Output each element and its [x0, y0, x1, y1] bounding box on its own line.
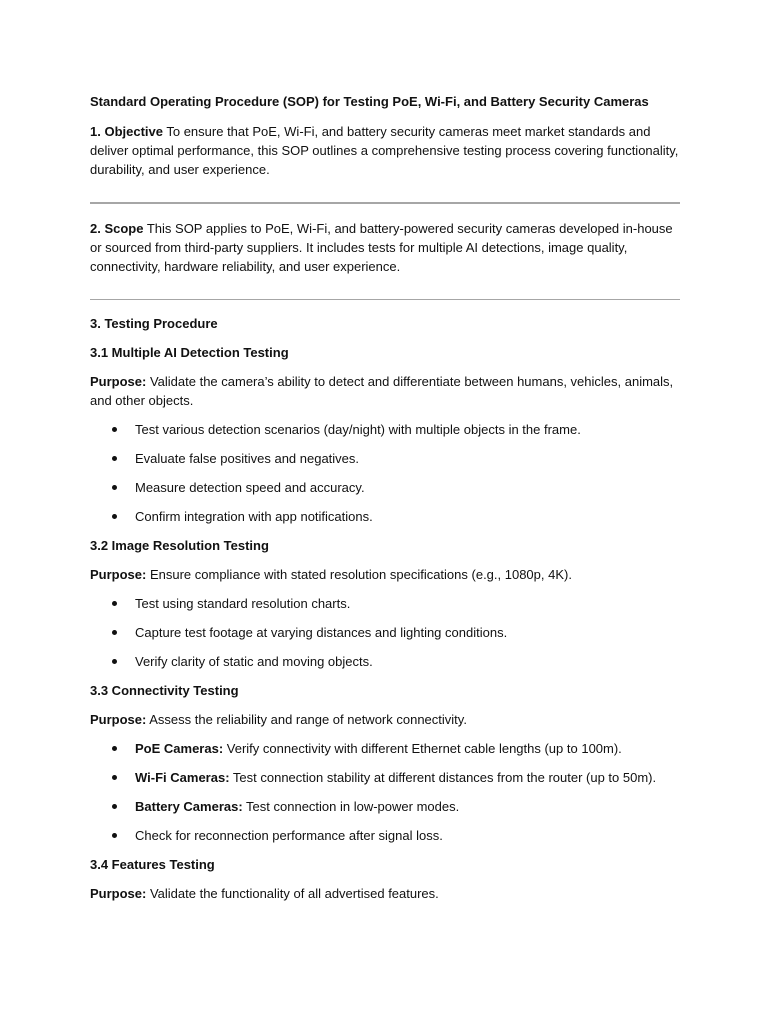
bullet-list [90, 594, 680, 671]
purpose-text: Validate the functionality of all advertised features. [146, 886, 439, 901]
bullet-text: Measure detection speed and accuracy. [135, 480, 365, 495]
document-title: Standard Operating Procedure (SOP) for Testing PoE, Wi-Fi, and Battery Security Cameras [90, 94, 649, 109]
scope-text: This SOP applies to PoE, Wi-Fi, and battery-powered security cameras developed in-house or sourced from third-party suppliers. It includes tests for multiple AI detections, image quality, connectivity, hardware reliability, and user experience. [90, 221, 673, 274]
section-heading: 3.4 Features Testing [90, 857, 215, 872]
bullet-icon [112, 456, 117, 461]
bullet-text: Test connection in low-power modes. [242, 799, 460, 814]
list-item [90, 623, 680, 642]
list-item [90, 739, 680, 758]
bullet-text: Check for reconnection performance after signal loss. [135, 828, 443, 843]
bullet-text: Test using standard resolution charts. [135, 596, 351, 611]
list-item [90, 797, 680, 816]
bullet-text: Confirm integration with app notifications. [135, 509, 373, 524]
purpose-label: Purpose: [90, 374, 147, 389]
list-item [90, 652, 680, 671]
section-heading: 3.1 Multiple AI Detection Testing [90, 345, 289, 360]
bullet-text: Test connection stability at different distances from the router (up to 50m). [229, 770, 657, 785]
section-heading: 3.3 Connectivity Testing [90, 683, 239, 698]
list-item [90, 478, 680, 497]
scope-label: 2. Scope [90, 221, 144, 236]
purpose-label: Purpose: [90, 886, 147, 901]
purpose-label: Purpose: [90, 567, 147, 582]
scope-paragraph [90, 219, 680, 276]
section [90, 681, 680, 845]
horizontal-divider [90, 202, 680, 204]
bullet-label: Battery Cameras: [135, 799, 243, 814]
list-item [90, 826, 680, 845]
bullet-label: PoE Cameras: [135, 741, 224, 756]
list-item [90, 420, 680, 439]
purpose-label: Purpose: [90, 712, 147, 727]
objective-label: 1. Objective [90, 124, 163, 139]
testing-sections [90, 343, 680, 903]
bullet-text: Verify clarity of static and moving objects. [135, 654, 373, 669]
bullet-text: Verify connectivity with different Ethernet cable lengths (up to 100m). [223, 741, 622, 756]
bullet-label: Wi-Fi Cameras: [135, 770, 230, 785]
section-heading: 3.2 Image Resolution Testing [90, 538, 269, 553]
bullet-icon [112, 659, 117, 664]
section [90, 343, 680, 526]
bullet-icon [112, 804, 117, 809]
bullet-icon [112, 775, 117, 780]
section [90, 536, 680, 671]
testing-procedure-heading: 3. Testing Procedure [90, 316, 218, 331]
bullet-icon [112, 833, 117, 838]
bullet-icon [112, 601, 117, 606]
list-item [90, 768, 680, 787]
bullet-text: Evaluate false positives and negatives. [135, 451, 360, 466]
bullet-icon [112, 514, 117, 519]
objective-text: To ensure that PoE, Wi-Fi, and battery security cameras meet market standards and deliver optimal performance, this SOP outlines a comprehensive testing process covering functionality, durability, and user experience. [90, 124, 679, 177]
purpose-text: Assess the reliability and range of network connectivity. [146, 712, 467, 727]
bullet-icon [112, 630, 117, 635]
objective-paragraph [90, 122, 680, 179]
bullet-text: Capture test footage at varying distances and lighting conditions. [135, 625, 508, 640]
purpose-paragraph [90, 565, 680, 584]
bullet-list [90, 739, 680, 845]
list-item [90, 594, 680, 613]
bullet-text: Test various detection scenarios (day/night) with multiple objects in the frame. [135, 422, 581, 437]
purpose-paragraph [90, 884, 680, 903]
bullet-icon [112, 485, 117, 490]
section [90, 855, 680, 903]
purpose-paragraph [90, 710, 680, 729]
list-item [90, 507, 680, 526]
bullet-list [90, 420, 680, 526]
horizontal-divider [90, 299, 680, 300]
purpose-text: Ensure compliance with stated resolution specifications (e.g., 1080p, 4K). [146, 567, 572, 582]
bullet-icon [112, 746, 117, 751]
purpose-paragraph [90, 372, 680, 410]
purpose-text: Validate the camera’s ability to detect and differentiate between humans, vehicles, animals, and other objects. [90, 374, 674, 408]
document-body [90, 92, 680, 913]
list-item [90, 449, 680, 468]
bullet-icon [112, 427, 117, 432]
